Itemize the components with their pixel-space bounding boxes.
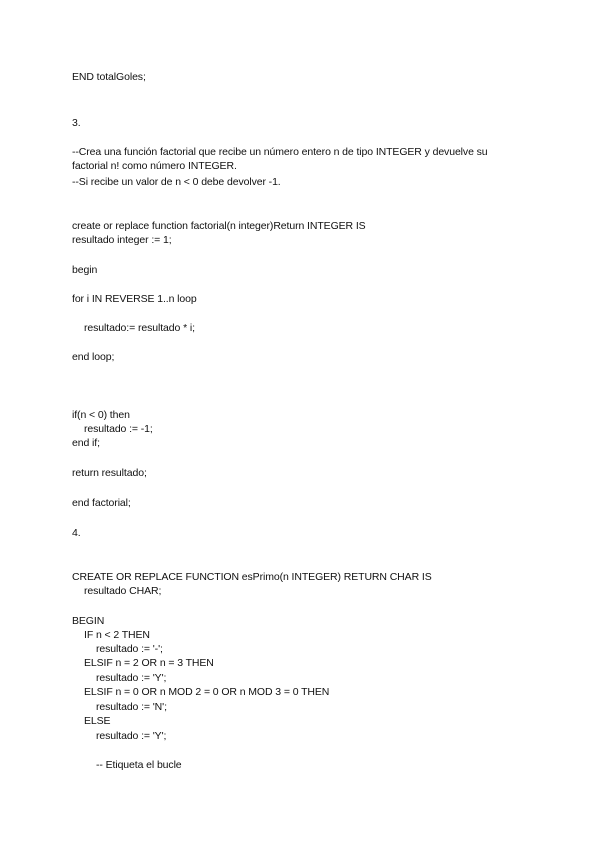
- code-line: resultado := 'N';: [96, 701, 167, 713]
- code-line: create or replace function factorial(n integer)Return INTEGER IS: [72, 220, 366, 232]
- code-line: resultado:= resultado * i;: [84, 322, 195, 334]
- code-line: resultado := 'Y';: [96, 672, 167, 684]
- code-line: resultado := -1;: [84, 423, 153, 435]
- code-line: return resultado;: [72, 467, 147, 479]
- comment-line: --Crea una función factorial que recibe un número entero n de tipo INTEGER y devuelve su: [72, 146, 488, 158]
- section-number: 4.: [72, 527, 81, 539]
- code-line: ELSE: [84, 715, 111, 727]
- code-line: for i IN REVERSE 1..n loop: [72, 293, 197, 305]
- code-line: resultado := 'Y';: [96, 730, 167, 742]
- code-line: resultado integer := 1;: [72, 234, 172, 246]
- code-line: CREATE OR REPLACE FUNCTION esPrimo(n INTEGER) RETURN CHAR IS: [72, 571, 432, 583]
- code-line: END totalGoles;: [72, 71, 146, 83]
- code-line: resultado := '-';: [96, 643, 163, 655]
- code-line: resultado CHAR;: [84, 585, 162, 597]
- code-line: ELSIF n = 2 OR n = 3 THEN: [84, 657, 214, 669]
- code-line: end loop;: [72, 351, 115, 363]
- comment-line: factorial n! como número INTEGER.: [72, 160, 237, 172]
- code-line: end if;: [72, 437, 100, 449]
- code-line: BEGIN: [72, 615, 105, 627]
- section-number: 3.: [72, 117, 81, 129]
- code-line: IF n < 2 THEN: [84, 629, 150, 641]
- code-line: ELSIF n = 0 OR n MOD 2 = 0 OR n MOD 3 = 0 THEN: [84, 686, 330, 698]
- code-line: if(n < 0) then: [72, 409, 130, 421]
- comment-line: --Si recibe un valor de n < 0 debe devolver -1.: [72, 176, 281, 188]
- code-line: end factorial;: [72, 497, 131, 509]
- comment-line: -- Etiqueta el bucle: [96, 759, 182, 771]
- code-line: begin: [72, 264, 98, 276]
